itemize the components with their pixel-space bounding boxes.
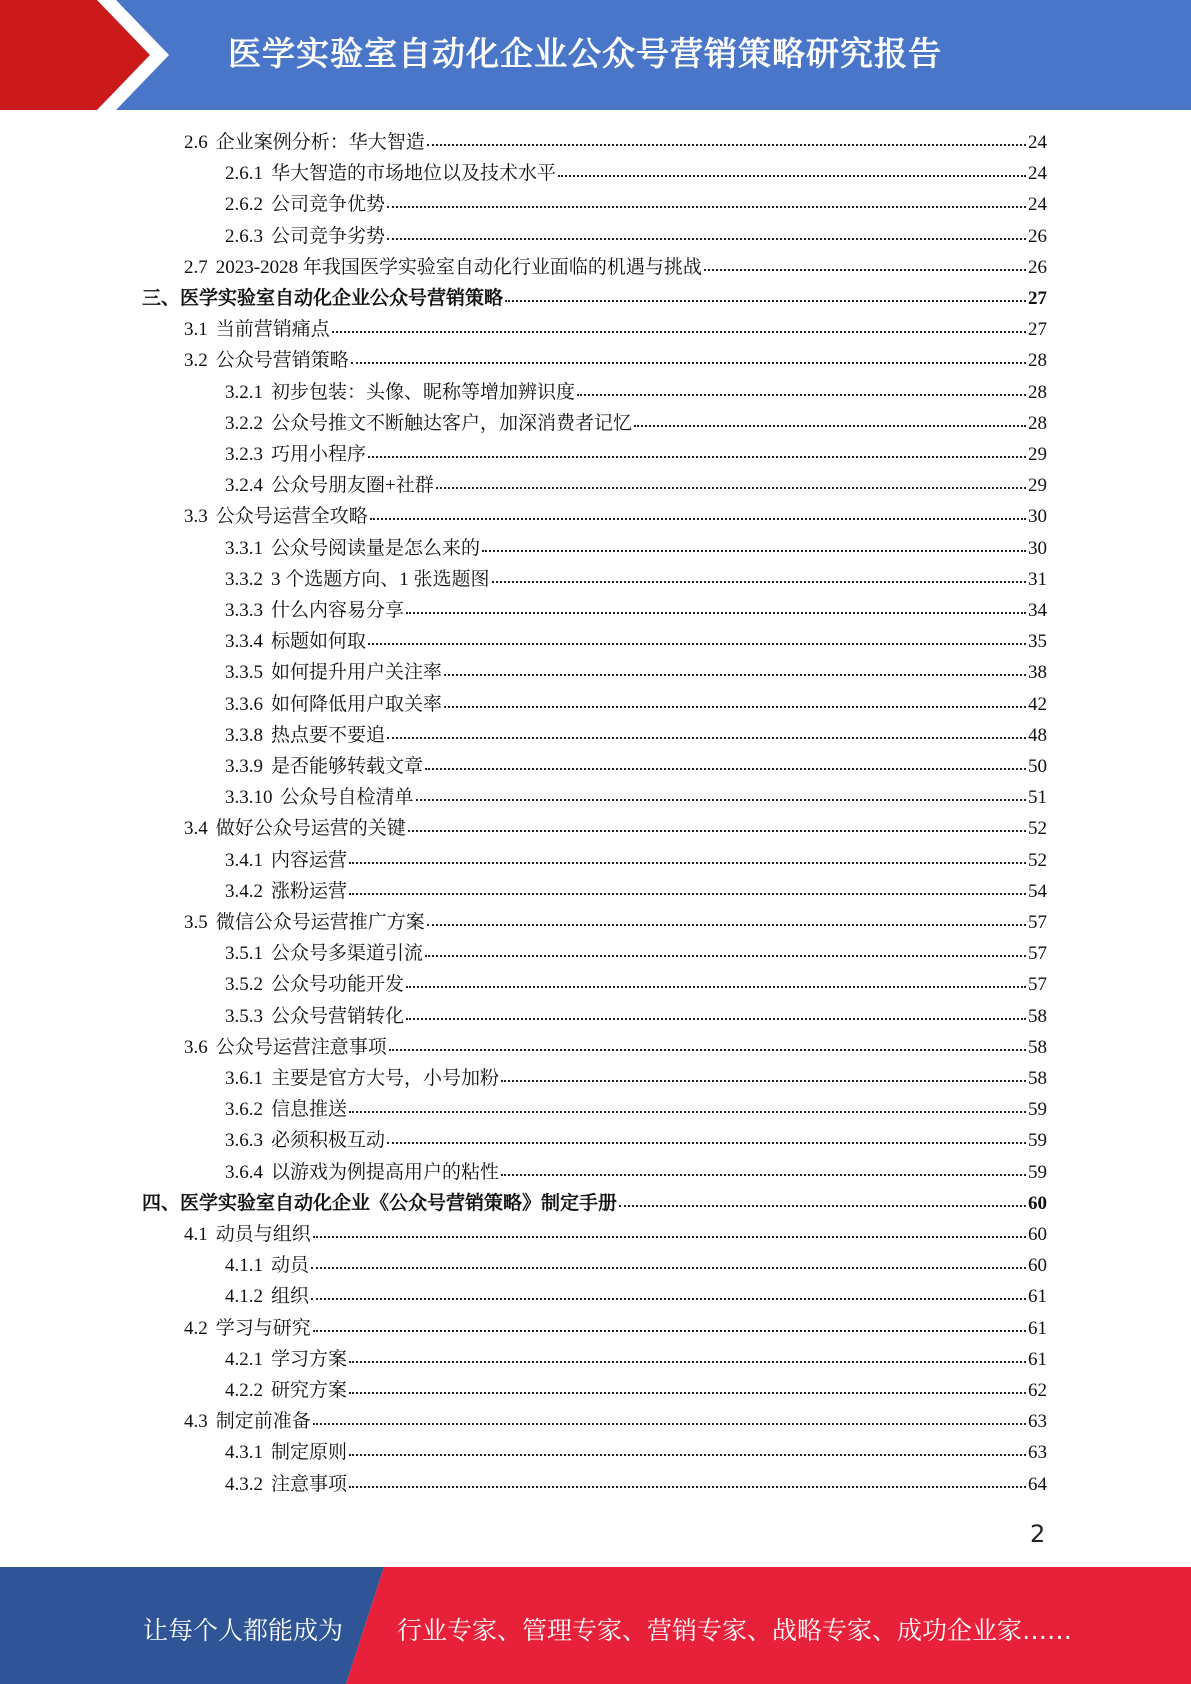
toc-entry[interactable] <box>225 377 1047 408</box>
toc-entry-number: 3.5.1 <box>225 943 263 965</box>
toc-entry[interactable] <box>225 969 1047 1000</box>
toc-entry-page: 52 <box>1028 818 1047 840</box>
toc-entry-title: 医学实验室自动化企业公众号营销策略 <box>180 288 504 309</box>
toc-entry-page: 61 <box>1028 1317 1047 1339</box>
toc-entry-number: 3.4.2 <box>225 880 263 902</box>
toc-entry-title: 企业案例分析：华大智造 <box>215 132 425 153</box>
toc-entry-page: 31 <box>1028 568 1047 590</box>
toc-dot-leader <box>387 1141 1026 1144</box>
toc-dot-leader <box>425 954 1026 957</box>
toc-dot-leader <box>425 767 1026 770</box>
toc-entry-number: 3.3.10 <box>225 787 273 809</box>
toc-entry[interactable] <box>225 408 1047 439</box>
toc-entry-page: 63 <box>1028 1442 1047 1464</box>
header-band <box>0 0 1191 110</box>
toc-entry[interactable] <box>225 1157 1047 1188</box>
toc-dot-leader <box>351 361 1026 364</box>
toc-entry-page: 29 <box>1028 475 1047 497</box>
toc-entry-page: 61 <box>1028 1286 1047 1308</box>
toc-entry[interactable] <box>225 1437 1047 1468</box>
toc-entry-page: 26 <box>1028 225 1047 247</box>
toc-dot-leader <box>311 1297 1026 1300</box>
toc-entry[interactable] <box>225 1250 1047 1281</box>
toc-entry-page: 24 <box>1028 194 1047 216</box>
toc-dot-leader <box>313 1422 1026 1425</box>
toc-entry[interactable] <box>184 501 1047 532</box>
toc-entry[interactable] <box>184 907 1047 938</box>
toc-entry[interactable] <box>142 1188 1047 1219</box>
toc-entry-title: 组织 <box>271 1286 310 1308</box>
toc-dot-leader <box>704 268 1026 271</box>
toc-entry[interactable] <box>225 1281 1047 1312</box>
toc-entry-title: 公众号运营注意事项 <box>215 1036 387 1058</box>
toc-entry-page: 28 <box>1028 381 1047 403</box>
toc-entry-number: 3.3.1 <box>225 537 263 559</box>
toc-entry[interactable] <box>184 314 1047 345</box>
toc-entry-title: 公司竞争劣势 <box>271 225 386 247</box>
toc-entry-number: 4.3.2 <box>225 1473 263 1495</box>
toc-entry-number: 3.6.3 <box>225 1130 263 1152</box>
toc-entry-page: 59 <box>1028 1161 1047 1183</box>
toc-entry-title: 热点要不要追 <box>271 724 386 746</box>
toc-entry[interactable] <box>225 689 1047 720</box>
toc-dot-leader <box>482 549 1026 552</box>
toc-entry-page: 29 <box>1028 444 1047 465</box>
toc-entry-number: 3.2.2 <box>225 412 263 434</box>
toc-entry-number: 3.5 <box>184 912 208 933</box>
toc-entry-title: 涨粉运营 <box>271 880 348 902</box>
toc-entry-title: 公司竞争优势 <box>271 194 386 216</box>
toc-entry-number: 3.3.2 <box>225 568 263 590</box>
toc-entry[interactable] <box>225 189 1047 220</box>
toc-dot-leader <box>501 1079 1026 1082</box>
toc-dot-leader <box>349 1391 1026 1394</box>
toc-entry-number: 4.2.2 <box>225 1380 263 1401</box>
toc-entry[interactable] <box>225 1125 1047 1156</box>
toc-entry[interactable] <box>225 1344 1047 1375</box>
toc-entry-page: 50 <box>1028 756 1047 777</box>
toc-entry-page: 54 <box>1028 880 1047 902</box>
toc-entry-number: 4.2.1 <box>225 1348 263 1370</box>
toc-entry[interactable] <box>225 533 1047 564</box>
toc-dot-leader <box>349 892 1026 895</box>
toc-entry-page: 34 <box>1028 600 1047 621</box>
toc-entry[interactable] <box>225 1094 1047 1125</box>
toc-dot-leader <box>332 330 1026 333</box>
toc-entry[interactable] <box>225 1375 1047 1406</box>
toc-entry-page: 62 <box>1028 1380 1047 1401</box>
toc-dot-leader <box>501 1173 1026 1176</box>
toc-entry-page: 57 <box>1028 974 1047 996</box>
toc-entry-title: 医学实验室自动化企业《公众号营销策略》制定手册 <box>180 1192 618 1214</box>
footer-slogan-right: 行业专家、管理专家、营销专家、战略专家、成功企业家…… <box>397 1616 1073 1645</box>
toc-entry-number: 3.6.1 <box>225 1068 263 1089</box>
toc-entry-title: 标题如何取 <box>271 631 367 653</box>
toc-dot-leader <box>436 486 1026 489</box>
toc-dot-leader <box>577 393 1026 396</box>
toc-entry-number: 3.2.4 <box>225 475 263 497</box>
toc-entry[interactable] <box>225 1063 1047 1094</box>
toc-entry-number: 3.2 <box>184 350 208 372</box>
toc-entry-number: 3.5.2 <box>225 974 263 996</box>
toc-dot-leader <box>349 861 1026 864</box>
toc-dot-leader <box>408 829 1026 832</box>
toc-entry-page: 30 <box>1028 537 1047 559</box>
toc-entry[interactable] <box>225 938 1047 969</box>
toc-dot-leader <box>406 611 1026 614</box>
toc-entry[interactable] <box>184 1219 1047 1250</box>
toc-dot-leader <box>349 1453 1026 1456</box>
toc-dot-leader <box>406 1017 1026 1020</box>
toc-dot-leader <box>444 673 1026 676</box>
toc-dot-leader <box>505 299 1026 302</box>
toc-dot-leader <box>389 1048 1026 1051</box>
toc-entry-number: 2.6 <box>184 132 208 153</box>
toc-entry-number: 三、 <box>142 288 181 309</box>
toc-entry-title: 公众号运营全攻略 <box>215 506 368 528</box>
toc-entry-title: 微信公众号运营推广方案 <box>215 912 425 933</box>
toc-dot-leader <box>444 705 1026 708</box>
toc-entry-page: 58 <box>1028 1068 1047 1089</box>
toc-entry[interactable] <box>225 782 1047 813</box>
toc-entry[interactable] <box>142 283 1047 314</box>
toc-entry-page: 63 <box>1028 1411 1047 1433</box>
toc-entry[interactable] <box>225 845 1047 876</box>
toc-dot-leader <box>349 1110 1026 1113</box>
toc-dot-leader <box>387 736 1026 739</box>
toc-entry[interactable] <box>225 564 1047 595</box>
toc-entry-number: 2.6.1 <box>225 163 263 185</box>
toc-entry[interactable] <box>184 127 1047 158</box>
toc-entry-number: 3.6.2 <box>225 1099 263 1121</box>
toc-entry-title: 做好公众号运营的关键 <box>215 818 406 840</box>
toc-dot-leader <box>492 580 1026 583</box>
toc-entry-page: 57 <box>1028 943 1047 965</box>
toc-entry-page: 64 <box>1028 1473 1047 1495</box>
toc-entry-page: 24 <box>1028 163 1047 185</box>
toc-entry-title: 制定前准备 <box>215 1411 311 1433</box>
toc-dot-leader <box>313 1235 1026 1238</box>
toc-entry-number: 4.1.1 <box>225 1255 263 1277</box>
toc-entry-title: 如何提升用户关注率 <box>271 662 443 684</box>
toc-entry[interactable] <box>225 221 1047 252</box>
toc-entry-title: 学习方案 <box>271 1348 348 1370</box>
toc-entry-number: 4.1.2 <box>225 1286 263 1308</box>
toc-entry-page: 57 <box>1028 912 1047 933</box>
toc-entry-number: 3.2.1 <box>225 381 263 403</box>
toc-entry-title: 公众号阅读量是怎么来的 <box>271 537 481 559</box>
toc-entry-number: 4.1 <box>184 1224 208 1245</box>
toc-entry-title: 初步包装：头像、昵称等增加辨识度 <box>271 381 576 403</box>
footer-band <box>0 1567 1191 1684</box>
toc-entry-title: 以游戏为例提高用户的粘性 <box>271 1161 500 1183</box>
toc-entry[interactable] <box>184 1406 1047 1437</box>
toc-entry[interactable] <box>225 158 1047 189</box>
toc-entry-title: 学习与研究 <box>215 1317 311 1339</box>
toc-entry-title: 公众号朋友圈+社群 <box>271 475 434 497</box>
toc-entry-page: 42 <box>1028 693 1047 715</box>
toc-dot-leader <box>370 517 1026 520</box>
toc-entry-page: 26 <box>1028 256 1047 278</box>
toc-entry-number: 2.6.2 <box>225 194 263 216</box>
toc-entry-title: 主要是官方大号，小号加粉 <box>271 1068 500 1089</box>
toc-entry-page: 52 <box>1028 849 1047 871</box>
toc-entry-title: 是否能够转载文章 <box>271 756 424 777</box>
toc-entry-number: 3.4.1 <box>225 849 263 871</box>
toc-entry-title: 动员与组织 <box>215 1224 311 1245</box>
toc-entry-title: 必须积极互动 <box>271 1130 386 1152</box>
toc-entry-number: 3.5.3 <box>225 1005 263 1027</box>
toc-entry-number: 四、 <box>142 1192 181 1214</box>
toc-entry-title: 2023-2028 年我国医学实验室自动化行业面临的机遇与挑战 <box>215 256 702 278</box>
toc-entry-page: 28 <box>1028 350 1047 372</box>
toc-dot-leader <box>349 1485 1026 1488</box>
toc-entry-page: 58 <box>1028 1036 1047 1058</box>
toc-entry-number: 4.2 <box>184 1317 208 1339</box>
toc-dot-leader <box>558 174 1026 177</box>
toc-entry[interactable] <box>184 1313 1047 1344</box>
toc-entry-number: 3.6.4 <box>225 1161 263 1183</box>
toc-entry-page: 59 <box>1028 1130 1047 1152</box>
toc-entry-title: 什么内容易分享 <box>271 600 405 621</box>
toc-entry-title: 如何降低用户取关率 <box>271 693 443 715</box>
toc-entry-number: 3.4 <box>184 818 208 840</box>
toc-entry[interactable] <box>225 595 1047 626</box>
toc-entry-number: 4.3 <box>184 1411 208 1433</box>
toc-entry-number: 3.1 <box>184 319 208 341</box>
toc-entry-page: 24 <box>1028 132 1047 153</box>
toc-entry[interactable] <box>225 876 1047 907</box>
toc-entry-title: 研究方案 <box>271 1380 348 1401</box>
toc-entry[interactable] <box>225 626 1047 657</box>
toc-entry[interactable] <box>225 751 1047 782</box>
toc-entry-page: 48 <box>1028 724 1047 746</box>
toc-entry-title: 巧用小程序 <box>271 444 367 465</box>
toc-entry-number: 3.3.5 <box>225 662 263 684</box>
toc-entry-number: 3.3.3 <box>225 600 263 621</box>
toc-dot-leader <box>406 985 1026 988</box>
toc-entry-page: 51 <box>1028 787 1047 809</box>
toc-entry-number: 2.6.3 <box>225 225 263 247</box>
toc-entry-title: 3 个选题方向、1 张选题图 <box>271 568 490 590</box>
page-number: 2 <box>1030 1520 1046 1548</box>
toc-entry[interactable] <box>225 720 1047 751</box>
toc-entry[interactable] <box>184 813 1047 844</box>
toc-entry-number: 3.3.8 <box>225 724 263 746</box>
toc-entry[interactable] <box>184 345 1047 376</box>
toc-dot-leader <box>313 1329 1026 1332</box>
toc-entry[interactable] <box>225 657 1047 688</box>
toc-entry-title: 公众号多渠道引流 <box>271 943 424 965</box>
toc-entry-page: 30 <box>1028 506 1047 528</box>
toc-entry-title: 内容运营 <box>271 849 348 871</box>
toc-dot-leader <box>634 424 1026 427</box>
toc-entry-number: 3.3 <box>184 506 208 528</box>
toc-entry-title: 公众号营销策略 <box>215 350 349 372</box>
toc-dot-leader <box>416 798 1026 801</box>
toc-entry-page: 58 <box>1028 1005 1047 1027</box>
toc-entry-title: 信息推送 <box>271 1099 348 1121</box>
toc-entry-title: 动员 <box>271 1255 310 1277</box>
toc-entry-page: 60 <box>1028 1224 1047 1245</box>
toc-entry-title: 当前营销痛点 <box>215 319 330 341</box>
toc-dot-leader <box>349 1360 1026 1363</box>
toc-entry-page: 60 <box>1028 1255 1047 1277</box>
toc-entry[interactable] <box>184 252 1047 283</box>
toc-entry-number: 2.7 <box>184 256 208 278</box>
toc-entry-number: 4.3.1 <box>225 1442 263 1464</box>
toc-entry-number: 3.6 <box>184 1036 208 1058</box>
toc-entry[interactable] <box>184 1032 1047 1063</box>
toc-entry-page: 28 <box>1028 412 1047 434</box>
toc-dot-leader <box>311 1266 1026 1269</box>
toc-entry-number: 3.2.3 <box>225 444 263 465</box>
toc-entry-number: 3.3.9 <box>225 756 263 777</box>
toc-entry[interactable] <box>225 1469 1047 1500</box>
toc-entry-page: 60 <box>1028 1192 1047 1214</box>
toc-entry-title: 公众号自检清单 <box>280 787 414 809</box>
toc-entry-page: 35 <box>1028 631 1047 653</box>
toc-entry-title: 公众号功能开发 <box>271 974 405 996</box>
toc-entry[interactable] <box>225 470 1047 501</box>
toc-entry[interactable] <box>225 439 1047 470</box>
toc-dot-leader <box>427 143 1026 146</box>
toc-entry-number: 3.3.4 <box>225 631 263 653</box>
toc-dot-leader <box>387 237 1026 240</box>
toc-entry-number: 3.3.6 <box>225 693 263 715</box>
toc-dot-leader <box>387 205 1026 208</box>
toc-entry-title: 公众号推文不断触达客户，加深消费者记忆 <box>271 412 633 434</box>
toc-entry-title: 华大智造的市场地位以及技术水平 <box>271 163 557 185</box>
toc-dot-leader <box>427 923 1026 926</box>
toc-dot-leader <box>368 455 1026 458</box>
toc-dot-leader <box>619 1204 1026 1207</box>
toc-entry-page: 27 <box>1028 288 1047 309</box>
toc-entry-title: 注意事项 <box>271 1473 348 1495</box>
toc-dot-leader <box>368 642 1026 645</box>
toc-entry-page: 27 <box>1028 319 1047 341</box>
toc-entry-title: 公众号营销转化 <box>271 1005 405 1027</box>
toc-entry-page: 61 <box>1028 1348 1047 1370</box>
footer-slogan-left: 让每个人都能成为 <box>143 1616 344 1645</box>
toc-entry-page: 38 <box>1028 662 1047 684</box>
report-title: 医学实验室自动化企业公众号营销策略研究报告 <box>228 34 942 73</box>
toc-entry[interactable] <box>225 1001 1047 1032</box>
toc-entry-page: 59 <box>1028 1099 1047 1121</box>
toc-entry-title: 制定原则 <box>271 1442 348 1464</box>
